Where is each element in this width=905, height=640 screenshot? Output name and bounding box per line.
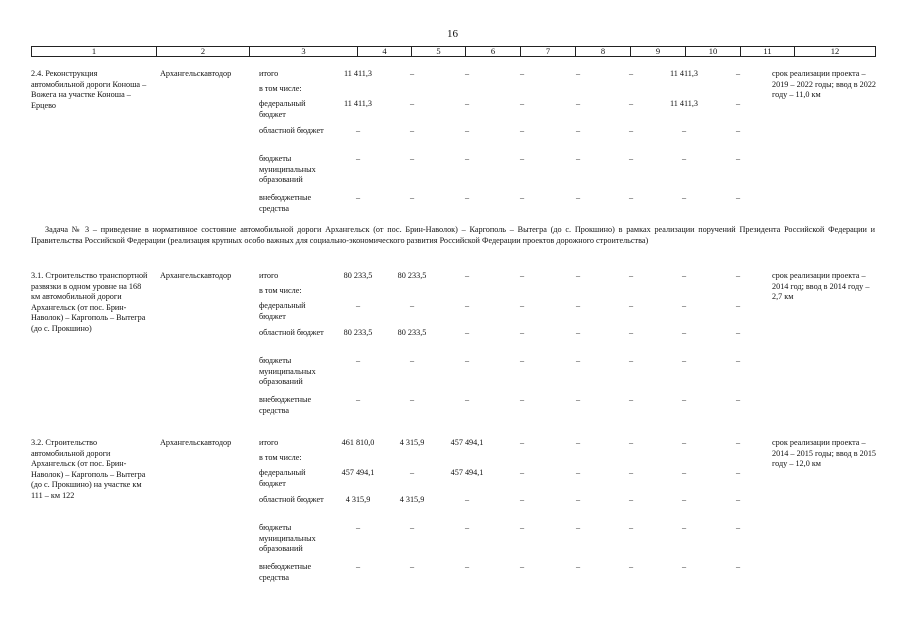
project-organization: Архангельскавтодор — [160, 69, 232, 78]
funding-source-label: бюджеты муниципальных образований — [259, 523, 316, 554]
table-cell-value: – — [519, 468, 525, 477]
table-cell-value: – — [575, 193, 581, 202]
table-cell-value: – — [409, 193, 415, 202]
table-cell-value: – — [735, 271, 741, 280]
table-cell-value: – — [735, 468, 741, 477]
table-cell-value: – — [519, 271, 525, 280]
table-cell-value: 11 411,3 — [669, 69, 699, 78]
funding-source-label: областной бюджет — [259, 328, 324, 337]
table-cell-value: – — [628, 438, 634, 447]
table-cell-value: – — [628, 468, 634, 477]
table-cell-value: – — [681, 468, 687, 477]
table-cell-value: – — [575, 495, 581, 504]
table-cell-value: – — [628, 126, 634, 135]
table-cell-value: – — [681, 395, 687, 404]
project-name: 3.1. Строительство транспортной развязки в одном уровне на 168 км автомобильной дороги Архангельск (от пос. Брин-Наволок) – Каргополь – Вытегра (до с. Прокшино) — [31, 271, 148, 333]
table-cell-value: – — [355, 395, 361, 404]
table-cell-value: – — [628, 99, 634, 108]
page-number: 16 — [447, 28, 458, 40]
table-cell-value: – — [575, 468, 581, 477]
funding-source-label: федеральный бюджет — [259, 468, 306, 488]
table-cell-value: – — [409, 523, 415, 532]
col-header-8: 8 — [576, 47, 631, 57]
table-cell-value: – — [464, 328, 470, 337]
table-cell-value: – — [628, 154, 634, 163]
table-cell-value: 11 411,3 — [343, 69, 373, 78]
table-cell-value: – — [464, 154, 470, 163]
col-header-12: 12 — [795, 47, 876, 57]
col-header-10: 10 — [686, 47, 741, 57]
col-header-6: 6 — [466, 47, 521, 57]
table-cell-value: – — [575, 562, 581, 571]
project-name: 3.2. Строительство автомобильной дороги Архангельск (от пос. Брин-Наволок) – Каргополь – Вытегра (до с. Прокшино) на участке км 111 – км 122 — [31, 438, 146, 500]
table-cell-value: 80 233,5 — [343, 271, 373, 280]
table-cell-value: – — [575, 271, 581, 280]
table-cell-value: – — [355, 523, 361, 532]
table-cell-value: – — [409, 126, 415, 135]
table-cell-value: – — [519, 356, 525, 365]
table-cell-value: – — [355, 126, 361, 135]
table-cell-value: – — [464, 495, 470, 504]
table-cell-value: – — [735, 69, 741, 78]
table-cell-value: – — [464, 356, 470, 365]
table-cell-value: – — [355, 356, 361, 365]
table-cell-value: – — [681, 356, 687, 365]
table-cell-value: – — [735, 301, 741, 310]
funding-source-label: в том числе: — [259, 453, 302, 462]
table-cell-value: – — [735, 495, 741, 504]
table-cell-value: – — [575, 301, 581, 310]
table-cell-value: – — [681, 438, 687, 447]
table-cell-value: – — [681, 301, 687, 310]
table-cell-value: – — [464, 126, 470, 135]
table-cell-value: – — [519, 126, 525, 135]
table-cell-value: – — [575, 523, 581, 532]
table-cell-value: – — [575, 395, 581, 404]
table-cell-value: – — [628, 562, 634, 571]
table-cell-value: – — [519, 562, 525, 571]
table-cell-value: – — [628, 193, 634, 202]
project-organization: Архангельскавтодор — [160, 438, 232, 447]
col-header-5: 5 — [412, 47, 466, 57]
table-cell-value: – — [409, 468, 415, 477]
task-3-heading: Задача № 3 – приведение в нормативное состояние автомобильной дороги Архангельск (от пос. Брин-Наволок) – Каргополь – Вытегра (до с. Прокшино) в рамках реализации поручений Президента Российской Федерации и Правительства Российской Федерации (реализация крупных особо важных для социально-экономического развития Российской Федерации проектов дорожного строительства) — [31, 225, 875, 245]
table-cell-value: – — [355, 301, 361, 310]
table-cell-value: – — [735, 438, 741, 447]
funding-source-label: в том числе: — [259, 84, 302, 93]
column-number-header — [31, 46, 876, 57]
col-header-7: 7 — [521, 47, 576, 57]
table-cell-value: – — [681, 154, 687, 163]
table-cell-value: – — [355, 562, 361, 571]
table-cell-value: – — [519, 523, 525, 532]
funding-source-label: внебюджетные средства — [259, 562, 312, 582]
table-cell-value: 457 494,1 — [450, 468, 484, 477]
table-cell-value: 4 315,9 — [399, 438, 425, 447]
funding-source-label: итого — [259, 69, 279, 78]
table-cell-value: – — [628, 523, 634, 532]
project-note: срок реализации проекта – 2019 – 2022 годы; ввод в 2022 году – 11,0 км — [772, 69, 877, 100]
table-cell-value: 80 233,5 — [343, 328, 373, 337]
table-cell-value: – — [681, 328, 687, 337]
table-cell-value: – — [519, 301, 525, 310]
table-cell-value: – — [409, 562, 415, 571]
col-header-1: 1 — [32, 47, 157, 57]
table-cell-value: – — [519, 438, 525, 447]
table-cell-value: – — [575, 69, 581, 78]
table-cell-value: – — [409, 99, 415, 108]
table-cell-value: 461 810,0 — [341, 438, 375, 447]
table-cell-value: 11 411,3 — [669, 99, 699, 108]
col-header-2: 2 — [157, 47, 250, 57]
col-header-9: 9 — [631, 47, 686, 57]
table-cell-value: – — [628, 356, 634, 365]
table-cell-value: – — [575, 328, 581, 337]
funding-source-label: в том числе: — [259, 286, 302, 295]
table-cell-value: – — [519, 495, 525, 504]
funding-source-label: федеральный бюджет — [259, 301, 306, 321]
col-header-3: 3 — [250, 47, 358, 57]
table-cell-value: – — [735, 395, 741, 404]
table-cell-value: – — [519, 154, 525, 163]
table-cell-value: – — [575, 99, 581, 108]
table-cell-value: – — [464, 523, 470, 532]
table-cell-value: 4 315,9 — [399, 495, 425, 504]
funding-source-label: бюджеты муниципальных образований — [259, 154, 316, 185]
table-cell-value: – — [575, 438, 581, 447]
table-cell-value: – — [735, 562, 741, 571]
table-cell-value: – — [681, 562, 687, 571]
table-cell-value: – — [681, 193, 687, 202]
table-cell-value: – — [628, 495, 634, 504]
table-cell-value: 4 315,9 — [345, 495, 371, 504]
funding-source-label: областной бюджет — [259, 126, 324, 135]
funding-source-label: внебюджетные средства — [259, 395, 312, 415]
project-name: 2.4. Реконструкция автомобильной дороги Коноша – Вожега на участке Коноша – Ерцево — [31, 69, 147, 110]
table-cell-value: – — [355, 154, 361, 163]
table-cell-value: – — [355, 193, 361, 202]
funding-source-label: итого — [259, 271, 279, 280]
table-cell-value: – — [409, 301, 415, 310]
table-cell-value: – — [735, 126, 741, 135]
funding-source-label: бюджеты муниципальных образований — [259, 356, 316, 387]
funding-source-label: федеральный бюджет — [259, 99, 306, 119]
table-cell-value: – — [628, 301, 634, 310]
table-cell-value: 80 233,5 — [397, 271, 427, 280]
table-cell-value: 457 494,1 — [341, 468, 375, 477]
table-cell-value: – — [735, 328, 741, 337]
funding-source-label: внебюджетные средства — [259, 193, 312, 213]
col-header-4: 4 — [358, 47, 412, 57]
table-cell-value: – — [464, 69, 470, 78]
table-cell-value: 11 411,3 — [343, 99, 373, 108]
table-cell-value: – — [409, 356, 415, 365]
table-cell-value: – — [628, 395, 634, 404]
table-cell-value: – — [409, 154, 415, 163]
table-cell-value: – — [464, 193, 470, 202]
table-cell-value: – — [735, 356, 741, 365]
table-cell-value: – — [519, 193, 525, 202]
table-cell-value: – — [464, 562, 470, 571]
table-cell-value: – — [681, 271, 687, 280]
table-cell-value: – — [519, 395, 525, 404]
table-cell-value: – — [575, 154, 581, 163]
table-cell-value: – — [464, 395, 470, 404]
table-cell-value: – — [519, 99, 525, 108]
table-cell-value: – — [681, 523, 687, 532]
project-organization: Архангельскавтодор — [160, 271, 232, 280]
table-cell-value: – — [409, 69, 415, 78]
table-cell-value: 457 494,1 — [450, 438, 484, 447]
table-cell-value: – — [464, 99, 470, 108]
table-cell-value: – — [464, 301, 470, 310]
table-cell-value: – — [628, 271, 634, 280]
table-cell-value: – — [628, 69, 634, 78]
table-cell-value: – — [575, 356, 581, 365]
table-cell-value: – — [519, 328, 525, 337]
project-note: срок реализации проекта – 2014 – 2015 годы; ввод в 2015 году – 12,0 км — [772, 438, 877, 469]
table-cell-value: 80 233,5 — [397, 328, 427, 337]
table-cell-value: – — [628, 328, 634, 337]
table-cell-value: – — [735, 193, 741, 202]
table-cell-value: – — [409, 395, 415, 404]
table-cell-value: – — [735, 154, 741, 163]
table-cell-value: – — [735, 523, 741, 532]
table-cell-value: – — [519, 69, 525, 78]
col-header-11: 11 — [741, 47, 795, 57]
table-cell-value: – — [681, 126, 687, 135]
funding-source-label: областной бюджет — [259, 495, 324, 504]
table-cell-value: – — [464, 271, 470, 280]
funding-source-label: итого — [259, 438, 279, 447]
table-cell-value: – — [575, 126, 581, 135]
table-cell-value: – — [735, 99, 741, 108]
project-note: срок реализации проекта – 2014 год; ввод в 2014 году – 2,7 км — [772, 271, 870, 302]
table-cell-value: – — [681, 495, 687, 504]
